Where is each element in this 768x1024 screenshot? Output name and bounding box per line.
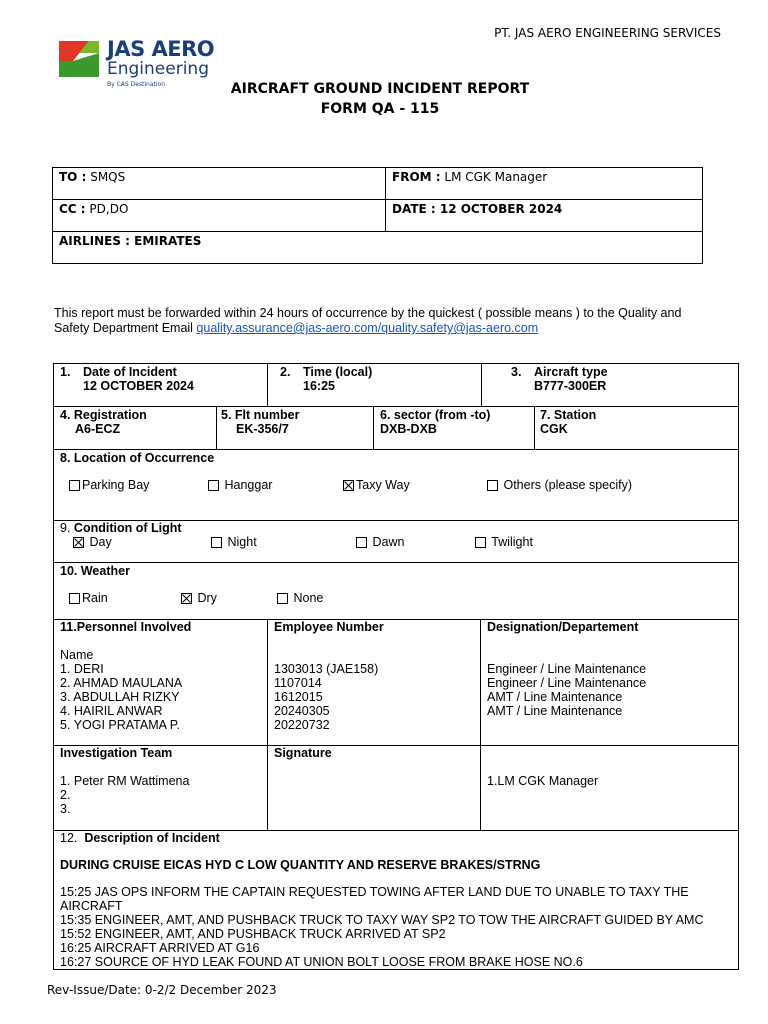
description-label: 12. Description of Incident [60, 831, 220, 845]
flight-number-label: 5. Flt number [221, 408, 300, 422]
aircraft-type-label: Aircraft type [534, 365, 608, 379]
location-option[interactable]: Hanggar [208, 478, 272, 492]
time-number: 2. [280, 365, 291, 379]
employee-numbers [274, 662, 378, 732]
cc-cell: CC : PD,DO [53, 200, 386, 232]
list-item: 3. [60, 802, 71, 816]
list-item: Engineer / Line Maintenance [487, 662, 647, 676]
location-option[interactable]: Others (please specify) [487, 478, 632, 492]
location-option[interactable]: Taxy Way [343, 478, 410, 492]
checkbox-icon[interactable] [487, 480, 498, 491]
aircraft-type-number: 3. [511, 365, 522, 379]
list-item: 1. DERI [60, 662, 104, 676]
list-item: 2. AHMAD MAULANA [60, 676, 183, 690]
light-option[interactable]: Twilight [475, 535, 533, 549]
personnel-label: 11.Personnel Involved [60, 620, 192, 634]
station-value: CGK [540, 422, 568, 436]
checked-checkbox-icon[interactable] [181, 593, 192, 604]
designation-header: Designation/Departement [487, 620, 639, 634]
employee-number-header: Employee Number [274, 620, 384, 634]
list-item: AMT / Line Maintenance [487, 690, 623, 704]
revision-footer: Rev-Issue/Date: 0-2/2 December 2023 [47, 983, 277, 997]
date-of-incident-label: Date of Incident [83, 365, 177, 379]
light-option[interactable]: Day [73, 535, 112, 549]
list-item: 3. ABDULLAH RIZKY [60, 690, 180, 704]
routing-table [52, 167, 703, 264]
signature-label: Signature [274, 746, 332, 760]
weather-option[interactable]: Rain [69, 591, 108, 605]
time-label: Time (local) [303, 365, 373, 379]
logo-mark-icon [59, 39, 101, 79]
light-label: 9. Condition of Light [60, 521, 182, 535]
designations [487, 662, 646, 718]
checkbox-icon[interactable] [277, 593, 288, 604]
name-header: Name [60, 648, 94, 662]
personnel-names [60, 662, 182, 732]
logo-text: JAS AERO [107, 37, 215, 61]
flight-number-value: EK-356/7 [236, 422, 289, 436]
list-item: 4. HAIRIL ANWAR [60, 704, 163, 718]
checkbox-icon[interactable] [69, 593, 80, 604]
list-item: AMT / Line Maintenance [487, 704, 623, 718]
list-item: Engineer / Line Maintenance [487, 676, 647, 690]
checkbox-icon[interactable] [356, 537, 367, 548]
list-item: 1612015 [274, 690, 323, 704]
investigation-members [60, 774, 189, 816]
manager-signatory: 1.LM CGK Manager [487, 774, 599, 788]
location-label: 8. Location of Occurrence [60, 451, 215, 465]
sector-label: 6. sector (from -to) [380, 408, 491, 422]
logo-tagline: By CAS Destination [107, 81, 166, 88]
list-item: 1107014 [274, 676, 322, 690]
list-item: 15:25 JAS OPS INFORM THE CAPTAIN REQUESTED TOWING AFTER LAND DUE TO UNABLE TO TAXY THE [60, 885, 689, 899]
form-title: AIRCRAFT GROUND INCIDENT REPORT [230, 81, 530, 97]
weather-option[interactable]: None [277, 591, 323, 605]
list-item: 15:52 ENGINEER, AMT, AND PUSHBACK TRUCK ARRIVED AT SP2 [60, 927, 446, 941]
investigation-team-label: Investigation Team [60, 746, 173, 760]
date-cell: DATE : 12 OCTOBER 2024 [386, 200, 703, 232]
list-item: 15:35 ENGINEER, AMT, AND PUSHBACK TRUCK TO TAXY WAY SP2 TO TOW THE AIRCRAFT GUIDED BY AMC [60, 913, 704, 927]
from-cell: FROM : LM CGK Manager [386, 168, 703, 200]
checkbox-icon[interactable] [208, 480, 219, 491]
list-item: AIRCRAFT [60, 899, 123, 913]
checked-checkbox-icon[interactable] [343, 480, 354, 491]
station-label: 7. Station [540, 408, 597, 422]
checkbox-icon[interactable] [69, 480, 80, 491]
list-item: 5. YOGI PRATAMA P. [60, 718, 180, 732]
registration-value: A6-ECZ [75, 422, 121, 436]
checked-checkbox-icon[interactable] [73, 537, 84, 548]
list-item: 20220732 [274, 718, 330, 732]
description-timeline [60, 885, 703, 969]
list-item: 16:25 AIRCRAFT ARRIVED AT G16 [60, 941, 260, 955]
email-link[interactable]: quality.assurance@jas-aero.com/quality.safety@jas-aero.com [196, 321, 539, 335]
list-item: 1303013 (JAE158) [274, 662, 379, 676]
time-value: 16:25 [303, 379, 335, 393]
checkbox-icon[interactable] [211, 537, 222, 548]
to-cell: TO : SMQS [53, 168, 386, 200]
light-option[interactable]: Night [211, 535, 257, 549]
incident-form [53, 363, 739, 970]
list-item: 16:27 SOURCE OF HYD LEAK FOUND AT UNION BOLT LOOSE FROM BRAKE HOSE NO.6 [60, 955, 583, 969]
form-number: FORM QA - 115 [320, 101, 440, 117]
weather-label: 10. Weather [60, 564, 130, 578]
location-option[interactable]: Parking Bay [69, 478, 149, 492]
weather-option[interactable]: Dry [181, 591, 217, 605]
sector-value: DXB-DXB [380, 422, 437, 436]
instruction-note: This report must be forwarded within 24 hours of occurrence by the quickest ( possible means ) to the Quality and Safety Department Email quality.assurance@jas-aero.com/quality.safety@jas-aero.com [54, 306, 682, 335]
logo-subtext: Engineering [107, 59, 209, 79]
aircraft-type-value: B777-300ER [534, 379, 607, 393]
list-item: 1. Peter RM Wattimena [60, 774, 190, 788]
company-name: PT. JAS AERO ENGINEERING SERVICES [494, 26, 721, 40]
date-of-incident-number: 1. [60, 365, 71, 379]
checkbox-icon[interactable] [475, 537, 486, 548]
list-item: 20240305 [274, 704, 330, 718]
list-item: 2. [60, 788, 71, 802]
light-option[interactable]: Dawn [356, 535, 404, 549]
registration-label: 4. Registration [60, 408, 147, 422]
airlines-cell: AIRLINES : EMIRATES [53, 232, 703, 264]
date-of-incident-value: 12 OCTOBER 2024 [83, 379, 194, 393]
description-headline: DURING CRUISE EICAS HYD C LOW QUANTITY AND RESERVE BRAKES/STRNG [60, 858, 541, 872]
